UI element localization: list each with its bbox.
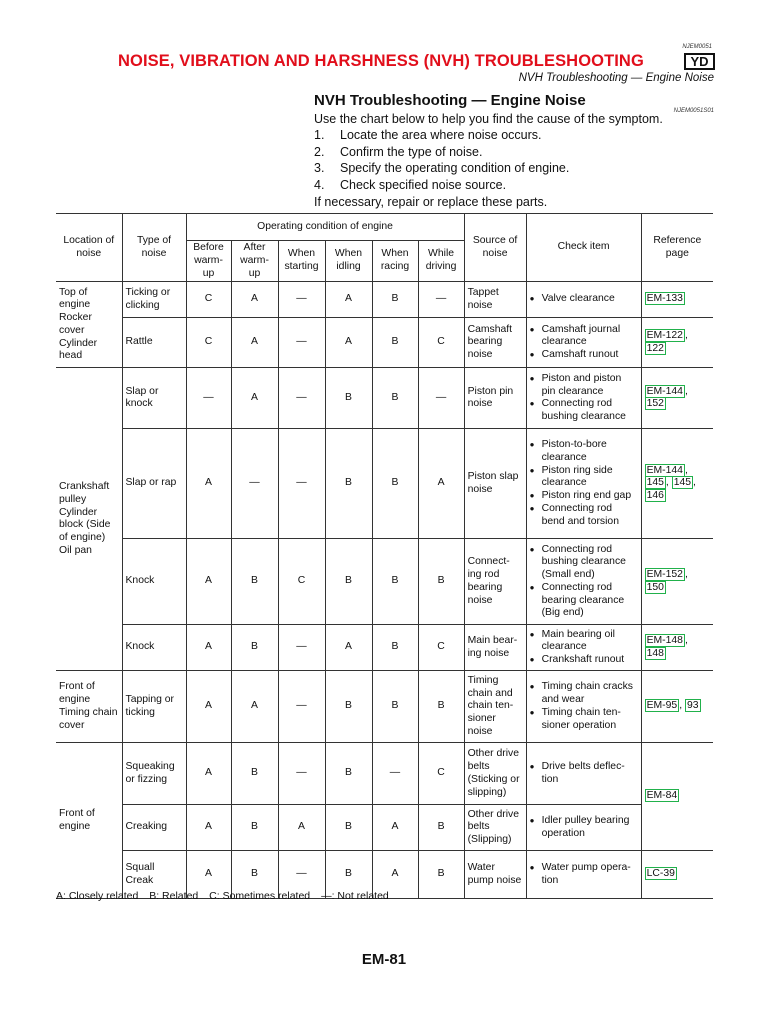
condition-cell: C [186,318,231,368]
check-item: ● Drive belts deflec- tion [530,761,638,787]
condition-cell: A [186,743,231,805]
check-item-cell [526,282,641,318]
reference-page-link[interactable]: 146 [646,490,664,502]
noise-type-cell: Squall Creak [122,851,186,899]
condition-cell: B [325,368,372,429]
condition-cell: — [278,368,325,429]
condition-cell: C [418,625,464,671]
table-row [56,625,713,671]
condition-cell: A [231,368,278,429]
header-when-starting: When starting [278,241,325,282]
condition-cell: B [372,368,418,429]
check-item: ● Timing chain ten- sioner operation [530,707,638,733]
check-item: ● Piston ring end gap [530,490,638,503]
check-item-cell [526,851,641,899]
condition-cell: — [278,282,325,318]
header-when-idling: When idling [325,241,372,282]
check-item: ● Camshaft journal clearance [530,324,638,350]
condition-cell: — [418,282,464,318]
reference-page-link[interactable]: 148 [646,647,664,659]
condition-cell: B [418,805,464,851]
reference-page-link[interactable]: 122 [646,342,664,354]
noise-source-cell: Other drive belts (Sticking or slipping) [464,743,526,805]
noise-source-cell: Main bear- ing noise [464,625,526,671]
reference-cell: EM-152 , 150 [641,539,713,625]
reference-cell [641,851,713,899]
check-item: ● Timing chain cracks and wear [530,681,638,707]
table-row [56,805,713,851]
check-item: ● Valve clearance [530,293,638,306]
check-item-list [530,629,638,667]
condition-cell: A [186,539,231,625]
table-row [56,318,713,368]
header-when-racing: When racing [372,241,418,282]
condition-cell: A [186,429,231,539]
header-before-warmup: Before warm-up [186,241,231,282]
repair-note: If necessary, repair or replace these parts. [314,195,548,209]
reference-page-link[interactable]: 152 [646,398,664,410]
reference-cell [641,743,713,851]
check-item: ● Camshaft runout [530,349,638,362]
reference-cell: EM-148 , 148 [641,625,713,671]
reference-page-link[interactable]: EM-144 [646,385,683,397]
condition-cell: A [231,671,278,743]
reference-cell: EM-122 , 122 [641,318,713,368]
reference-cell [641,282,713,318]
noise-type-cell: Knock [122,539,186,625]
reference-page-link[interactable]: EM-84 [646,790,678,802]
reference-page-link[interactable]: EM-122 [646,330,683,342]
condition-cell: — [278,743,325,805]
check-item-cell [526,625,641,671]
condition-cell: C [418,743,464,805]
condition-cell: B [372,282,418,318]
condition-cell: B [325,743,372,805]
section-intro: Use the chart below to help you find the cause of the symptom. [314,112,663,126]
step-item: 3. Specify the operating condition of engine. [314,161,570,175]
check-item: ● Piston and piston pin clearance [530,373,638,399]
condition-cell: C [418,318,464,368]
condition-cell: A [325,625,372,671]
location-cell: Top of engine Rocker cover Cylinder head [56,282,122,368]
check-item-cell [526,429,641,539]
condition-cell: A [278,805,325,851]
condition-cell: A [186,625,231,671]
check-item: ● Idler pulley bearing operation [530,815,638,841]
header-location: Location of noise [56,214,122,282]
condition-cell: B [231,625,278,671]
check-item-list [530,373,638,424]
noise-source-cell: Tappet noise [464,282,526,318]
check-item-cell [526,318,641,368]
condition-cell: — [418,368,464,429]
check-item: ● Water pump opera- tion [530,862,638,888]
table-row [56,671,713,743]
engine-noise-table [56,213,713,899]
reference-page-link[interactable]: EM-144 [646,464,683,476]
reference-page-link[interactable]: LC-39 [646,868,675,880]
header-source: Source of noise [464,214,526,282]
location-cell: Front of engine Timing chain cover [56,671,122,743]
table-legend [56,890,397,902]
condition-cell: A [325,282,372,318]
condition-cell: B [325,851,372,899]
legend-item: C: Sometimes related [209,890,311,902]
noise-type-cell: Rattle [122,318,186,368]
check-item: ● Connecting rod bearing clearance (Big end) [530,582,638,620]
condition-cell: B [418,671,464,743]
noise-type-cell: Ticking or clicking [122,282,186,318]
noise-type-cell: Creaking [122,805,186,851]
condition-cell: — [231,429,278,539]
check-item-list [530,681,638,732]
reference-page-link[interactable]: 145 [673,477,692,489]
condition-cell: B [372,318,418,368]
section-doc-id: NJEM0051S01 [673,108,714,114]
engine-badge: YD [684,53,715,70]
condition-cell: A [325,318,372,368]
check-item: ● Connecting rod bushing clearance (Small end) [530,544,638,582]
page-number: EM-81 [361,951,407,968]
check-item-list [530,815,638,841]
header-reference: Reference page [641,214,713,282]
check-item: ● Connecting rod bend and torsion [530,503,638,529]
condition-cell: B [418,851,464,899]
check-item-list [530,862,638,888]
reference-page-link[interactable]: 145 [646,477,664,489]
condition-cell: B [325,539,372,625]
condition-cell: C [278,539,325,625]
step-item: 2. Confirm the type of noise. [314,144,483,159]
reference-cell: EM-144 , 152 [641,368,713,429]
condition-cell: — [278,625,325,671]
legend-item: B: Related [149,890,199,902]
noise-type-cell: Knock [122,625,186,671]
noise-source-cell: Piston slap noise [464,429,526,539]
table-row [56,368,713,429]
condition-cell: B [418,539,464,625]
procedure-steps [314,127,569,193]
noise-source-cell: Connect- ing rod bearing noise [464,539,526,625]
check-item: ● Connecting rod bushing clearance [530,398,638,424]
check-item-list [530,293,638,306]
header-check-item: Check item [526,214,641,282]
reference-page-link[interactable]: EM-152 [646,569,683,581]
check-item-list [530,761,638,787]
check-item: ● Piston ring side clearance [530,465,638,491]
check-item-cell [526,368,641,429]
section-title: NVH Troubleshooting — Engine Noise [314,92,586,109]
noise-type-cell: Tapping or ticking [122,671,186,743]
condition-cell: A [231,318,278,368]
reference-page-link[interactable]: EM-148 [646,635,683,647]
location-cell: Front of engine [56,743,122,899]
reference-cell: EM-95 , 93 [641,671,713,743]
check-item-cell [526,805,641,851]
table-row [56,743,713,805]
noise-source-cell: Water pump noise [464,851,526,899]
check-item-list [530,324,638,362]
condition-cell: A [372,851,418,899]
reference-page-link[interactable]: EM-95 [646,700,678,712]
condition-cell: — [278,671,325,743]
check-item-cell [526,743,641,805]
noise-type-cell: Slap or rap [122,429,186,539]
noise-source-cell: Piston pin noise [464,368,526,429]
condition-cell: B [231,805,278,851]
condition-cell: A [372,805,418,851]
check-item: ● Crankshaft runout [530,654,638,667]
page-header-subtitle: NVH Troubleshooting — Engine Noise [518,72,714,84]
condition-cell: C [186,282,231,318]
step-item: 4. Check specified noise source. [314,177,507,192]
header-after-warmup: After warm-up [231,241,278,282]
check-item-cell [526,671,641,743]
condition-cell: B [231,743,278,805]
reference-page-link[interactable]: 150 [646,581,664,593]
condition-cell: — [186,368,231,429]
check-item: ● Piston-to-bore clearance [530,439,638,465]
condition-cell: — [278,429,325,539]
reference-page-link[interactable]: EM-133 [646,293,683,305]
condition-cell: B [231,539,278,625]
condition-cell: B [372,625,418,671]
check-item-list [530,439,638,529]
noise-source-cell: Other drive belts (Slipping) [464,805,526,851]
table-row [56,429,713,539]
table-row [56,282,713,318]
condition-cell: B [325,805,372,851]
header-type: Type of noise [122,214,186,282]
reference-cell: EM-144 , 145 , 145 , 146 [641,429,713,539]
condition-cell: A [231,282,278,318]
condition-cell: A [418,429,464,539]
condition-cell: B [325,671,372,743]
check-item: ● Main bearing oil clearance [530,629,638,655]
condition-cell: B [372,539,418,625]
reference-page-link[interactable]: 93 [686,700,699,712]
step-item: 1. Locate the area where noise occurs. [314,128,542,142]
check-item-list [530,544,638,621]
noise-source-cell: Timing chain and chain ten- sioner noise [464,671,526,743]
header-doc-id: NJEM0051 [682,44,712,50]
legend-item: —: Not related [321,890,389,902]
condition-cell: B [372,429,418,539]
condition-cell: A [186,851,231,899]
condition-cell: A [186,805,231,851]
condition-cell: B [325,429,372,539]
header-while-driving: While driving [418,241,464,282]
condition-cell: B [231,851,278,899]
condition-cell: — [278,318,325,368]
legend-item: A: Closely related [56,890,139,902]
condition-cell: B [372,671,418,743]
location-cell: Crankshaft pulley Cylinder block (Side of engine) Oil pan [56,368,122,671]
condition-cell: — [372,743,418,805]
check-item-cell [526,539,641,625]
condition-cell: A [186,671,231,743]
header-operating-condition: Operating condition of engine [186,214,464,241]
noise-type-cell: Slap or knock [122,368,186,429]
condition-cell: — [278,851,325,899]
table-row [56,539,713,625]
noise-type-cell: Squeaking or fizzing [122,743,186,805]
page-header-title: NOISE, VIBRATION AND HARSHNESS (NVH) TROUBLESHOOTING [118,52,644,70]
noise-source-cell: Camshaft bearing noise [464,318,526,368]
